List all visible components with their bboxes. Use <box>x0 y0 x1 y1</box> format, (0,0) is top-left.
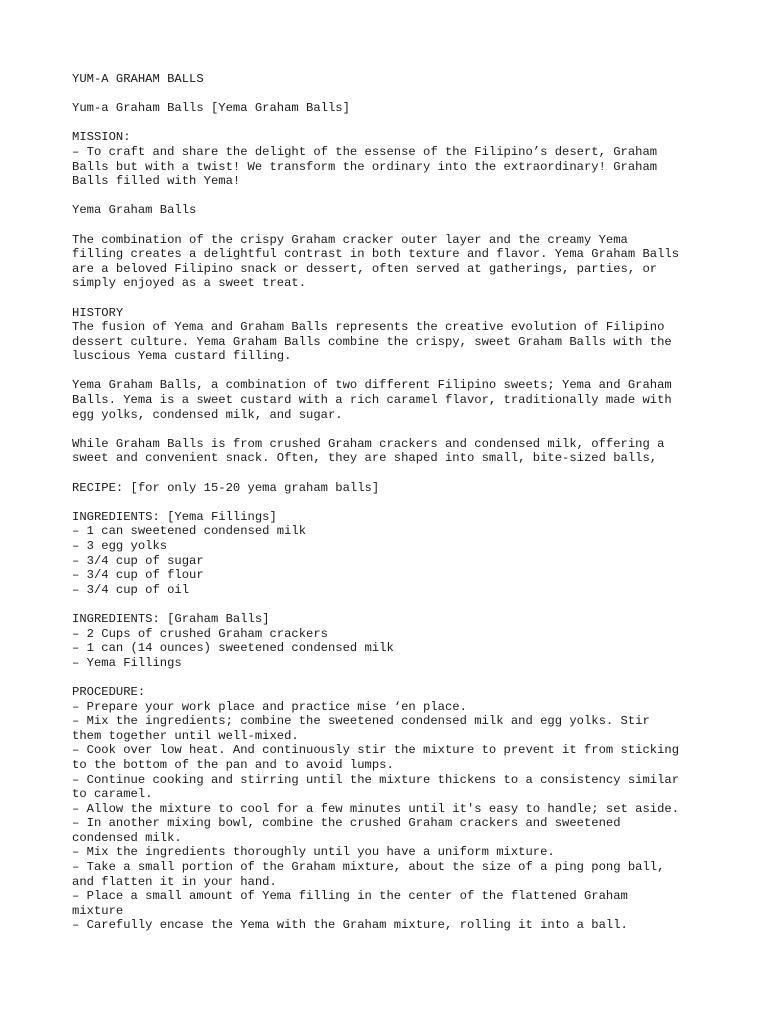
procedure-line: – Prepare your work place and practice mise ‘en place. <box>72 699 467 714</box>
mission-line: – To craft and share the delight of the essense of the Filipino’s desert, Graham <box>72 144 658 159</box>
procedure-line: to the bottom of the pan and to avoid lumps. <box>72 757 394 772</box>
procedure-line: condensed milk. <box>72 830 182 845</box>
procedure-line: – Place a small amount of Yema filling in the center of the flattened Graham <box>72 889 628 904</box>
ingredients-yema-section <box>72 510 712 598</box>
ingredient-item: – 3/4 cup of sugar <box>72 553 204 568</box>
paragraph-line: While Graham Balls is from crushed Graham crackers and condensed milk, offering a <box>72 436 665 451</box>
procedure-heading: PROCEDURE: <box>72 684 146 699</box>
spacer <box>72 422 712 437</box>
paragraph-line: egg yolks, condensed milk, and sugar. <box>72 407 343 422</box>
history-line: dessert culture. Yema Graham Balls combine the crispy, sweet Graham Balls with the <box>72 334 672 349</box>
mission-section <box>72 130 712 188</box>
document-subtitle: Yum-a Graham Balls [Yema Graham Balls] <box>72 101 350 116</box>
procedure-line: – Cook over low heat. And continuously stir the mixture to prevent it from sticking <box>72 743 680 758</box>
ingredients-heading: INGREDIENTS: [Yema Fillings] <box>72 509 277 524</box>
history-section <box>72 306 712 364</box>
spacer <box>72 466 712 481</box>
procedure-line: – Continue cooking and stirring until the mixture thickens to a consistency similar <box>72 772 680 787</box>
intro-line: The combination of the crispy Graham cracker outer layer and the creamy Yema <box>72 232 628 247</box>
procedure-line: – Mix the ingredients thoroughly until you have a uniform mixture. <box>72 845 555 860</box>
ingredient-item: – 3 egg yolks <box>72 539 168 553</box>
intro-line: filling creates a delightful contrast in both texture and flavor. Yema Graham Balls <box>72 247 680 262</box>
procedure-line: mixture <box>72 903 124 918</box>
section-label: Yema Graham Balls <box>72 203 197 218</box>
spacer <box>72 597 712 612</box>
intro-paragraph <box>72 233 712 291</box>
procedure-line: them together until well-mixed. <box>72 728 299 743</box>
paragraph-line: Yema Graham Balls, a combination of two different Filipino sweets; Yema and Graham <box>72 378 672 393</box>
recipe-line: RECIPE: [for only 15-20 yema graham balls] <box>72 480 380 495</box>
ingredient-item: – 2 Cups of crushed Graham crackers <box>72 626 328 641</box>
procedure-line: – Allow the mixture to cool for a few minutes until it's easy to handle; set aside. <box>72 801 680 816</box>
procedure-section <box>72 685 712 933</box>
document-title: YUM-A GRAHAM BALLS <box>72 72 204 86</box>
ingredients-graham-section <box>72 612 712 670</box>
procedure-line: – Mix the ingredients; combine the sweetened condensed milk and egg yolks. Stir <box>72 714 650 729</box>
mission-line: Balls filled with Yema! <box>72 174 241 189</box>
procedure-line: – Carefully encase the Yema with the Graham mixture, rolling it into a ball. <box>72 918 628 933</box>
intro-line: are a beloved Filipino snack or dessert, often served at gatherings, parties, or <box>72 261 658 276</box>
spacer <box>72 218 712 233</box>
procedure-line: and flatten it in your hand. <box>72 874 277 889</box>
spacer <box>72 291 712 306</box>
history-line: luscious Yema custard filling. <box>72 349 292 364</box>
procedure-line: – Take a small portion of the Graham mixture, about the size of a ping pong ball, <box>72 860 665 875</box>
procedure-line: to caramel. <box>72 787 153 802</box>
intro-line: simply enjoyed as a sweet treat. <box>72 276 307 291</box>
ingredient-item: – 3/4 cup of flour <box>72 568 204 583</box>
spacer <box>72 189 712 204</box>
paragraph-line: sweet and convenient snack. Often, they are shaped into small, bite-sized balls, <box>72 451 658 466</box>
yema-paragraph <box>72 378 712 422</box>
paragraph-line: Balls. Yema is a sweet custard with a rich caramel flavor, traditionally made with <box>72 393 672 408</box>
mission-line: Balls but with a twist! We transform the ordinary into the extraordinary! Graham <box>72 159 658 174</box>
spacer <box>72 495 712 510</box>
ingredients-heading: INGREDIENTS: [Graham Balls] <box>72 611 270 626</box>
history-heading: HISTORY <box>72 305 124 320</box>
spacer <box>72 116 712 131</box>
spacer <box>72 670 712 685</box>
graham-paragraph <box>72 437 712 466</box>
spacer <box>72 364 712 379</box>
ingredient-item: – 1 can sweetened condensed milk <box>72 524 307 539</box>
history-line: The fusion of Yema and Graham Balls represents the creative evolution of Filipino <box>72 320 665 335</box>
document-page <box>72 72 712 933</box>
ingredient-item: – 1 can (14 ounces) sweetened condensed milk <box>72 641 394 656</box>
mission-heading: MISSION: <box>72 130 131 145</box>
spacer <box>72 87 712 102</box>
procedure-line: – In another mixing bowl, combine the crushed Graham crackers and sweetened <box>72 816 621 831</box>
ingredient-item: – Yema Fillings <box>72 655 182 670</box>
ingredient-item: – 3/4 cup of oil <box>72 582 190 597</box>
